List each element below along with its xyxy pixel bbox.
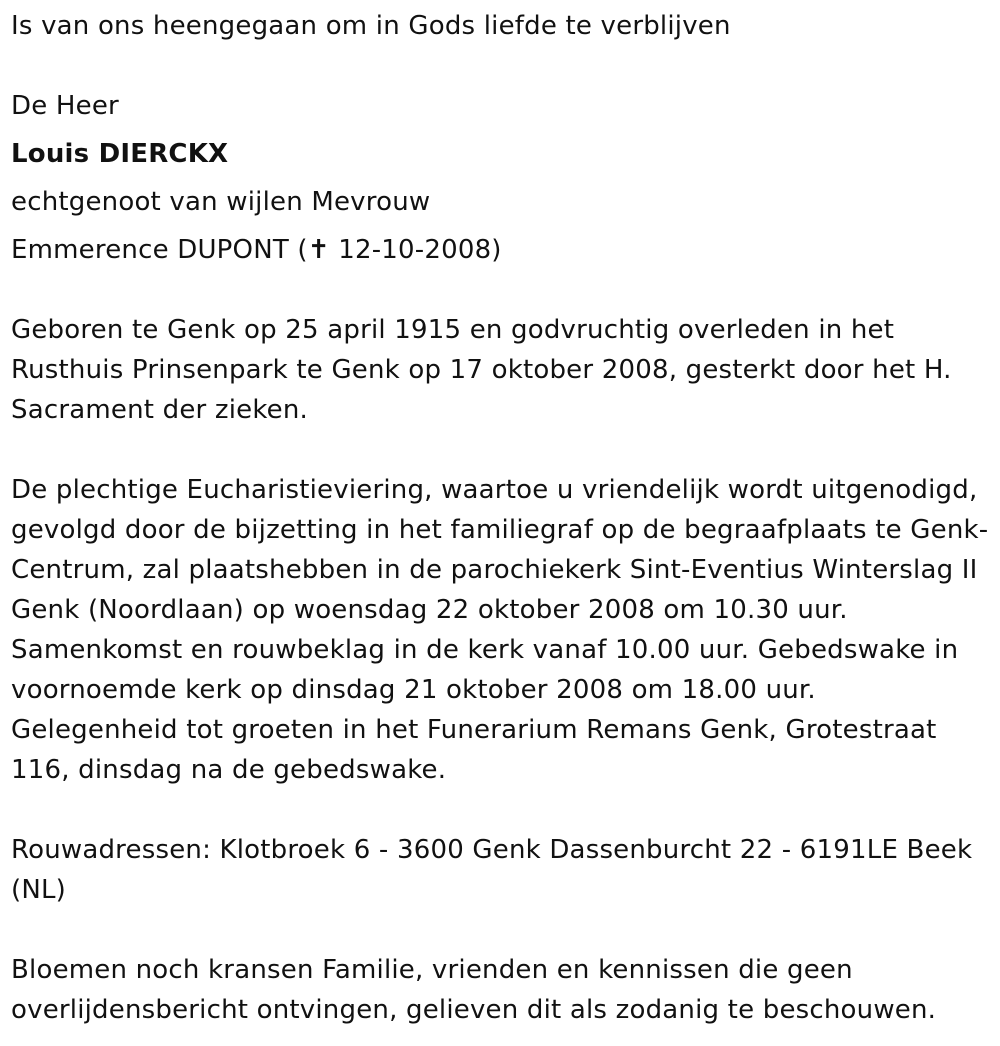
birth-death-paragraph: Geboren te Genk op 25 april 1915 en godvruchtig overleden in het Rusthuis Prinsenpark te Genk op 17 oktober 2008, gesterkt door het H. Sacrament der zieken. <box>11 315 952 425</box>
intro-line: Is van ons heengegaan om in Gods liefde te verblijven <box>11 11 731 41</box>
honorific: De Heer <box>11 91 119 121</box>
spouse-line-1: echtgenoot van wijlen Mevrouw <box>11 187 431 217</box>
spouse-line-2: Emmerence DUPONT (✝ 12-10-2008) <box>11 235 502 265</box>
flowers-paragraph: Bloemen noch kransen Familie, vrienden en kennissen die geen overlijdensbericht ontvingen, gelieven dit als zodanig te beschouwen. <box>11 955 937 1025</box>
deceased-name: Louis DIERCKX <box>11 139 229 169</box>
ceremony-paragraph: De plechtige Eucharistieviering, waartoe u vriendelijk wordt uitgenodigd, gevolgd door de bijzetting in het familiegraf op de begraafplaats te Genk-Centrum, zal plaatshebben in de parochiekerk Sint-Eventius Winterslag II Genk (Noordlaan) op woensdag 22 oktober 2008 om 10.30 uur. Samenkomst en rouwbeklag in de kerk vanaf 10.00 uur. Gebedswake in voornoemde kerk op dinsdag 21 oktober 2008 om 18.00 uur. Gelegenheid tot groeten in het Funerarium Remans Genk, Grotestraat 116, dinsdag na de gebedswake. <box>11 475 989 785</box>
addresses-paragraph: Rouwadressen: Klotbroek 6 - 3600 Genk Dassenburcht 22 - 6191LE Beek (NL) <box>11 835 973 905</box>
